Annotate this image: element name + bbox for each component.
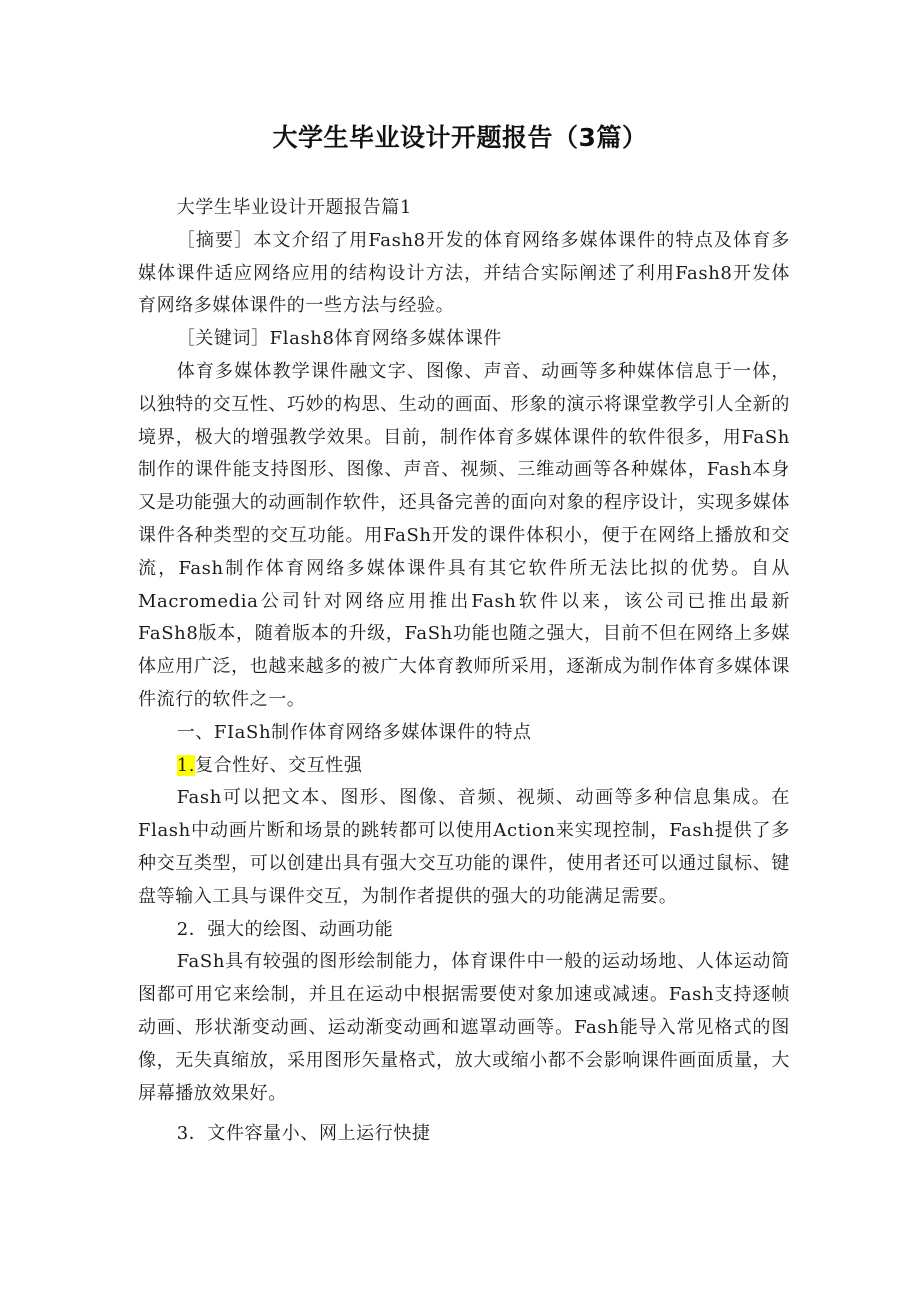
highlighted-item-number: 1.: [176, 754, 196, 776]
item-heading-text: 复合性好、交互性强: [195, 754, 363, 776]
item-heading-2: 2．强大的绘图、动画功能: [176, 918, 394, 940]
document-title: 大学生毕业设计开题报告（3篇）: [272, 123, 648, 152]
abstract-paragraph: ［摘要］本文介绍了用Fash8开发的体育网络多媒体课件的特点及体育多媒体课件适应网络应用的结构设计方法，并结合实际阐述了利用Fash8开发体育网络多媒体课件的一些方法与经验。: [138, 229, 790, 317]
document-body: [138, 192, 790, 1151]
chapter-heading: 一、FIaSh制作体育网络多媒体课件的特点: [176, 721, 532, 743]
item-heading-1: [138, 750, 790, 783]
body-paragraph: 体育多媒体教学课件融文字、图像、声音、动画等多种媒体信息于一体，以独特的交互性、巧妙的构思、生动的画面、形象的演示将课堂教学引人全新的境界，极大的增强教学效果。目前，制作体育多媒体课件的软件很多，用FaSh制作的课件能支持图形、图像、声音、视频、三维动画等各种媒体，Fash本身又是功能强大的动画制作软件，还具备完善的面向对象的程序设计，实现多媒体课件各种类型的交互功能。用FaSh开发的课件体积小，便于在网络上播放和交流，Fash制作体育网络多媒体课件具有其它软件所无法比拟的优势。自从Macromedia公司针对网络应用推出Fash软件以来，该公司已推出最新FaSh8版本，随着版本的升级，FaSh功能也随之强大，目前不但在网络上多媒体应用广泛，也越来越多的被广大体育教师所采用，逐渐成为制作体育多媒体课件流行的软件之一。: [138, 360, 790, 710]
item-heading-3: 3．文件容量小、网上运行快捷: [176, 1123, 431, 1145]
section-heading: 大学生毕业设计开题报告篇1: [176, 197, 412, 218]
body-paragraph: FaSh具有较强的图形绘制能力，体育课件中一般的运动场地、人体运动简图都可用它来绘制，并且在运动中根据需要使对象加速或减速。Fash支持逐帧动画、形状渐变动画、运动渐变动画和遮罩动画等。Fash能导入常见格式的图像，无失真缩放，采用图形矢量格式，放大或缩小都不会影响课件画面质量，大屏幕播放效果好。: [138, 951, 790, 1104]
body-paragraph: Fash可以把文本、图形、图像、音频、视频、动画等多种信息集成。在Flash中动画片断和场景的跳转都可以使用Action来实现控制，Fash提供了多种交互类型，可以创建出具有强大交互功能的课件，使用者还可以通过鼠标、键盘等输入工具与课件交互，为制作者提供的强大的功能满足需要。: [138, 787, 790, 907]
keywords-paragraph: ［关键词］Flash8体育网络多媒体课件: [176, 328, 502, 350]
